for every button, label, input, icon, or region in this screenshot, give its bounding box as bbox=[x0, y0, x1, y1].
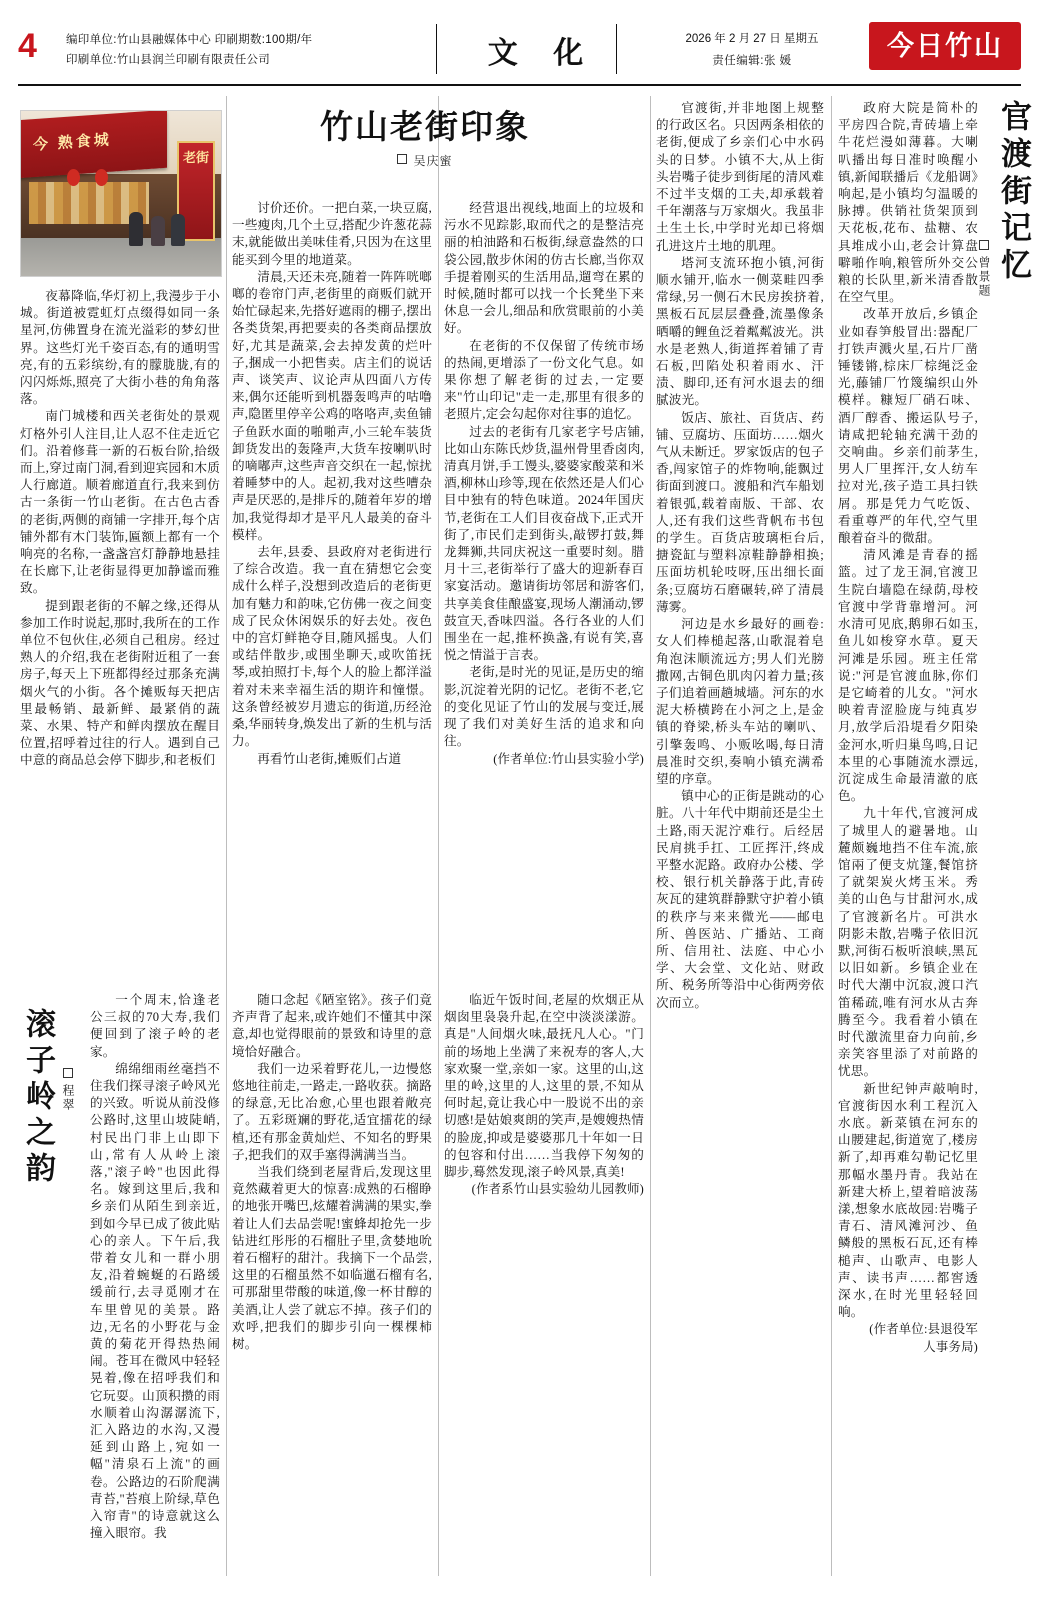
paragraph: 河边是水乡最好的画卷:女人们棒槌起落,山歌混着皂角泡沫顺流远方;男人们光膀撒网,古铜色肌肉闪着力量;孩子们追着画趟城墙。河东的水泥大桥横跨在小河之上,是金镇的脊梁,桥头车站的喇叭、引擎轰鸣、小贩吆喝,每日清晨准时交织,奏响小镇充满希望的序章。 bbox=[656, 617, 824, 786]
paragraph: 讨价还价。一把白菜,一块豆腐,一些瘦肉,几个土豆,搭配少许葱花蒜末,就能做出美味佳肴,只因为在这里能买到今里的地道菜。 bbox=[232, 201, 432, 267]
masthead bbox=[18, 22, 1021, 80]
guandu-column-2 bbox=[838, 100, 978, 1575]
paragraph: 清晨,天还未亮,随着一阵阵咣啷啷的卷帘门声,老街里的商贩们就开始忙碌起来,先搭好遮雨的棚子,摆出各类货架,再把要卖的各类商品摆放好,尤其是蔬菜,会去掉发黄的烂叶子,捆成一小把售卖。店主们的说话声、谈笑声、议论声从四面八方传来,偶尔还能听到机器轰鸣声的咕噜声,隐匿里停辛公鸡的咯咯声,卖鱼铺子鱼跃水面的啪啪声,小三轮车装货卸货发出的轰隆声,大货车按喇叭时的嘀嘟声,这些声音交织在一起,惊扰着睡梦中的人。起初,我对这些嘈杂声是厌恶的,是排斥的,随着年岁的增加,我觉得却才是平凡人最美的奋斗模样。 bbox=[232, 269, 432, 542]
article-headline-guandu: 官渡街记忆 bbox=[996, 100, 1031, 285]
laojie-column-2 bbox=[232, 200, 432, 910]
paragraph: 新世纪钟声敲响时,官渡街因水利工程沉入水底。新菜镇在河东的山腰建起,街道宽了,楼房新了,却再难勾勒记忆里那幅水墨丹青。我站在新建大桥上,望着暗波荡漾,想象水底故园:岩嘴子青石、清风滩河沙、鱼鳞般的黑板石瓦,还有棒槌声、山歌声、电影人声、读书声……都窖透深水,在时光里轻轻回响。 bbox=[838, 1081, 978, 1320]
paragraph: 经营退出视线,地面上的垃圾和污水不见踪影,取而代之的是整洁亮丽的柏油路和石板街,绿意盎然的口袋公园,散步休闲的仿古长廊,当你双手提着刚买的生活用品,遛弯在累的时候,随时都可以找一个长凳坐下来休息一会儿,细品和欣赏眼前的小美好。 bbox=[444, 201, 644, 336]
paragraph: 政府大院是简朴的平房四合院,青砖墙上牵牛花烂漫如薄暮。大喇叭播出每日准时唤醒小镇,新闻联播后《龙船调》响起,是小镇均匀温暖的脉搏。供销社货架顶到天花板,花布、盐糖、农具堆成小山,老会计算盘噼啪作响,粮管所外交公粮的长队里,新米清香散在空气里。 bbox=[838, 101, 978, 305]
paragraph: 临近午饭时间,老屋的炊烟正从烟囱里袅袅升起,在空中淡淡漾游。真是"人间烟火味,最抚凡人心。"门前的场地上坐满了来祝寿的客人,大家欢聚一堂,亲如一家。这里的山,这里的岭,这里的人,这里的景,不知从何时起,竟让我心中一股说不出的亲切感!是姑娘爽朗的笑声,是嫂嫂热情的脸庞,抑或是婆婆那几十年如一日的包容和付出……当我停下匆匆的脚步,蓦然发现,滚子岭风景,真美! bbox=[444, 993, 644, 1180]
gunzi-column-3 bbox=[444, 992, 644, 1577]
photo-person-3 bbox=[171, 214, 185, 246]
column-rule-4 bbox=[831, 96, 832, 1576]
paragraph: 去年,县委、县政府对老街进行了综合改造。我一直在猜想它会变成什么样子,没想到改造后的老街更加有魅力和韵味,它仿佛一夜之间变成了民众休闲娱乐的好去处。夜色中的宫灯鲜艳夺目,随风摇曳。人们或结伴散步,或围坐聊天,或吹笛抚琴,或拍照打卡,每个人的脸上都洋溢着对未来幸福生活的期许和憧憬。这条曾经被岁月遗忘的街道,历经沧桑,华丽转身,焕发出了新的生机与活力。 bbox=[232, 545, 432, 749]
article-signature-guandu: (作者单位:县退役军人事务局) bbox=[869, 1322, 978, 1354]
article-photo-oldstreet bbox=[20, 110, 222, 277]
article-byline-guandu bbox=[976, 240, 993, 298]
imprint-line-2: 印刷单位:竹山县润兰印刷有限责任公司 bbox=[66, 54, 271, 66]
photo-shop-sign-top: 今 熟食城 bbox=[33, 132, 112, 154]
page-number: 4 bbox=[18, 27, 37, 65]
paragraph: 我们一边采着野花儿,一边慢悠悠地往前走,一路走,一路收获。摘路的绿意,无比冶愈,心里也跟着敞亮了。五彩斑斓的野花,适宜擂花的绿植,还有那金黄灿烂、不知名的野果子,把我们的双手塞得满满当当。 bbox=[232, 1061, 432, 1162]
guandu-column-1 bbox=[656, 100, 824, 1575]
photo-ground bbox=[21, 238, 221, 276]
gunzi-column-2 bbox=[232, 992, 432, 1577]
issue-date: 2026 年 2 月 27 日 星期五 bbox=[685, 33, 819, 45]
paragraph: 在老街的不仅保留了传统市场的热闹,更增添了一份文化气息。如果你想了解老街的过去,一定要来"竹山印记"走一走,那里有很多的老照片,定会勾起你对往事的追忆。 bbox=[444, 338, 644, 422]
section-title: 文 化 bbox=[487, 37, 598, 70]
paragraph: 绵绵细雨丝毫挡不住我们探寻滚子岭风光的兴致。听说从前没修公路时,这里山坡陡峭,村民出门非上山即下山,常有人从岭上滚落,"滚子岭"也因此得名。嫁到这里后,我和乡亲们从陌生到亲近,到如今早已成了彼此贴心的亲人。下午后,我带着女儿和一群小朋友,沿着蜿蜒的石路缓缓前行,去寻觅刚才在车里曾见的美景。路边,无名的小野花与金黄的菊花开得热热闹闹。苍耳在微风中轻轻晃着,像在招呼我们和它玩耍。山顶积攒的雨水顺着山沟潺潺流下,汇入路边的水沟,又漫延到山路上,宛如一幅"清泉石上流"的画卷。公路边的石阶爬满青苔,"苔痕上阶绿,草色入帘青"的诗意就这么撞入眼帘。我 bbox=[90, 1061, 220, 1541]
article-signature-gunzi: (作者系竹山县实验幼儿园教师) bbox=[471, 1182, 644, 1197]
byline-author-name-guandu: 曾景题 bbox=[977, 256, 991, 298]
article-byline-laojie bbox=[200, 152, 650, 169]
issue-editor: 责任编辑:张 媛 bbox=[712, 55, 792, 67]
photo-person-2 bbox=[151, 216, 165, 246]
newspaper-nameplate: 今日竹山 bbox=[869, 22, 1021, 70]
article-byline-gunzi bbox=[60, 1068, 77, 1112]
imprint-block bbox=[66, 30, 312, 70]
byline-author-name: 吴庆蜜 bbox=[413, 154, 453, 168]
photo-lantern-1-icon bbox=[67, 169, 80, 186]
paragraph: 过去的老街有几家老字号店铺,比如山东陈氏炒货,温州骨里香卤肉,清真月饼,手工馒头,婆婆家酸菜和米酒,柳林山珍等,现在依然还是人们心目中独有的特色味道。2024年国庆节,老街在工人们目夜奋战下,正式开街了,市民们走到街头,敲锣打鼓,舞龙舞狮,共同庆祝这一重要时刻。腊月十三,老街举行了盛大的迎新春百家宴活动。邀请街坊邻居和游客们,共享美食佳酿盛宴,现场人潮涌动,锣鼓宣天,香味四溢。各行各业的人们围坐在一起,推杯换盏,有说有笑,喜悦之情溢于言表。 bbox=[444, 424, 644, 663]
paragraph: 清风滩是青春的摇篮。过了龙王洞,官渡卫生院白墙隐在绿荫,母校官渡中学背靠增河。河水清可见底,鹅卵石如玉,鱼儿如梭穿水草。夏天河滩是乐园。班主任常说:"河是官渡血脉,你们是它崎着的儿女。"河水映着青涩脸庞与纯真岁月,放学后沿堤看夕阳染金河水,听归巢鸟鸣,日记本里的心事随流水漂远,沉淀成生命最清澈的底色。 bbox=[838, 548, 978, 804]
paragraph: 再看竹山老街,摊贩们占道 bbox=[257, 751, 402, 766]
article-signature-laojie: (作者单位:竹山县实验小学) bbox=[493, 751, 644, 766]
byline-marker-icon-guandu bbox=[979, 240, 989, 250]
paragraph: 夜幕降临,华灯初上,我漫步于小城。街道被霓虹灯点缀得如同一条星河,仿佛置身在流光溢彩的梦幻世界。这些灯光千姿百态,有的通明雪亮,有的五彩缤纷,有的朦胧胧,有的闪闪烁烁,照亮了大街小巷的角角落落。 bbox=[20, 289, 220, 407]
paragraph: 老街,是时光的见证,是历史的缩影,沉淀着光阴的记忆。老街不老,它的变化见证了竹山的发展与变迁,展现了我们对美好生活的追求和向往。 bbox=[444, 665, 644, 749]
photo-shop-sign-side: 老街 bbox=[182, 150, 209, 165]
paragraph: 当我们绕到老屋背后,发现这里竟然藏着更大的惊喜:成熟的石榴睁的地张开嘴巴,炫耀着满满的果实,拳着让人们去品尝呢!蜜蜂却抢先一步钻进红彤彤的石榴肚子里,贪婪地吮着石榴籽的甜汁。我摘下一个品尝,这里的石榴虽然不如临邋石榴有名,可那甜里带酸的味道,像一杯甘醇的美酒,让人尝了就忘不掉。孩子们的欢呼,把我们的脚步引向一棵棵柿树。 bbox=[232, 1165, 432, 1352]
byline-marker-icon bbox=[397, 154, 407, 164]
paragraph: 随口念起《陋室铭》。孩子们竟齐声背了起来,或许她们不懂其中深意,却也觉得眼前的景致和诗里的意境恰好融合。 bbox=[232, 993, 432, 1059]
byline-marker-icon-gunzi bbox=[63, 1068, 73, 1078]
paragraph: 饭店、旅社、百货店、药铺、豆腐坊、压面坊……烟火气从未断迁。罗家饭店的包子香,闯家馆子的炸物响,能飘过街面到渡口。渡船和汽车船划着银弧,载着南版、干部、农人,还有我们这些背帆布书包的学生。百货店玻璃柜台后,搪瓷缸与塑料凉鞋静静相换;压面坊机轮吱呀,压出细长面条;豆腐坊石磨碾转,碎了清晨薄雾。 bbox=[656, 410, 824, 614]
paragraph: 一个周末,恰逢老公三叔的70大寿,我们便回到了滚子岭的老家。 bbox=[90, 993, 220, 1059]
column-rule-1 bbox=[226, 96, 227, 1576]
issue-meta bbox=[632, 28, 872, 72]
masthead-divider-right bbox=[616, 24, 617, 74]
paragraph: 官渡街,并非地图上规整的行政区名。只因两条相依的老街,便成了乡亲们心中水码头的日梦。小镇不大,从上街头岩嘴子徒步到街尾的清风难不过半支烟的工夫,却承载着千年潮落与万家烟火。我虽非土生土长,中学时光却已将烟孔进这片土地的肌理。 bbox=[656, 101, 824, 253]
gunzi-column-1 bbox=[90, 992, 220, 1577]
paragraph: 九十年代,官渡河成了城里人的避暑地。山麓颇巍地挡不住车流,旅馆兩了便支炕篷,餐馆挤了就架炭火烤玉米。秀美的山色与甘甜河水,成了官渡新名片。可洪水阴影未散,岩嘴子依旧沉默,河街石板听浪峡,黑瓦以旧如新。乡镇企业在时代大潮中沉寂,渡口汽笛稀疏,唯有河水从古奔腾至今。我看着小镇在时代激流里奋力向前,乡亲笑容里添了对前路的忧思。 bbox=[838, 806, 978, 1079]
photo-lantern-2-icon bbox=[95, 169, 108, 186]
laojie-column-1 bbox=[20, 288, 220, 908]
paragraph: 改革开放后,乡镇企业如春笋般冒出:器配厂打铁声溅火星,石片厂凿锤镂锵,棕床厂棕绳泛金光,藤铺厂竹篾编织山外模样。糠短厂硝石味、酒厂醇香、搬运队号子,请咸把轮轴充满干劲的交响曲。乡亲们前茅生,男人厂里挥汗,女人纺车拉对光,孩子造工具扫铁屑。那是凭力气吃饭、看重尊严的年代,空气里酿着奋斗的微甜。 bbox=[838, 307, 978, 546]
paragraph: 镇中心的正街是跳动的心脏。八十年代中期前还是尘土土路,雨天泥泞难行。后经居民肩挑手扛、工匠挥汗,终成平整水泥路。政府办公楼、学校、银行机关静落于此,青砖灰瓦的建筑群静默守护着小镇的秩序与来来微光——邮电所、兽医站、广播站、工商所、信用社、法庭、中心小学、大会堂、文化站、财政所、税务所等沿中心街两旁依次而立。 bbox=[656, 789, 824, 1010]
byline-author-name-gunzi: 程翠 bbox=[61, 1084, 75, 1112]
column-rule-3 bbox=[650, 96, 651, 1576]
photo-person-1 bbox=[129, 212, 143, 246]
paragraph: 塔河支流环抱小镇,河街顺水铺开,临水一侧菜畦四季常绿,另一侧石木民房挨挤着,黑板石瓦层层叠叠,流墨像条晒嚼的鲤鱼泛着粼粼波光。洪水是老熟人,街道挥着铺了青石板,凹陷处积着雨水、汗渍、脚印,还有河水退去的细腻波光。 bbox=[656, 255, 824, 408]
column-rule-2 bbox=[438, 96, 439, 1576]
masthead-divider-left bbox=[436, 24, 437, 74]
article-headline-gunzi: 滚子岭之韵 bbox=[21, 1008, 54, 1188]
laojie-column-3 bbox=[444, 200, 644, 900]
article-headline-laojie: 竹山老街印象 bbox=[320, 110, 530, 146]
imprint-line-1: 编印单位:竹山县融媒体中心 印刷期数:100期/年 bbox=[66, 34, 313, 46]
paragraph: 提到跟老街的不解之缘,还得从参加工作时说起,那时,我所在的工作单位不包伙住,必须自己租房。经过熟人的介绍,我在老街附近租了一套房子,每天上下班都得经过那条充满烟火气的小街。各个摊贩每天把店里最畅销、最新鲜、最紧俏的蔬菜、水果、特产和鲜肉摆放在醒目位置,招呼着过往的行人。遇到自己中意的商品总会停下脚步,和老板们 bbox=[20, 598, 220, 768]
paragraph: 南门城楼和西关老街处的景观灯格外引人注目,让人忍不住走近它们。沿着修葺一新的石板台阶,拾级而上,穿过南门洞,看到迎宾园和木质人行廊道。顺着廊道直行,我来到仿古一条街一竹山老街。在古色古香的老街,两侧的商铺一字排开,每个店铺外都有木门装饰,匾额上都有一个响亮的名称,一盏盏宫灯静静地悬挂在长廊下,让老街显得更加静谧而雅致。 bbox=[20, 409, 220, 596]
masthead-rule bbox=[18, 84, 1021, 86]
